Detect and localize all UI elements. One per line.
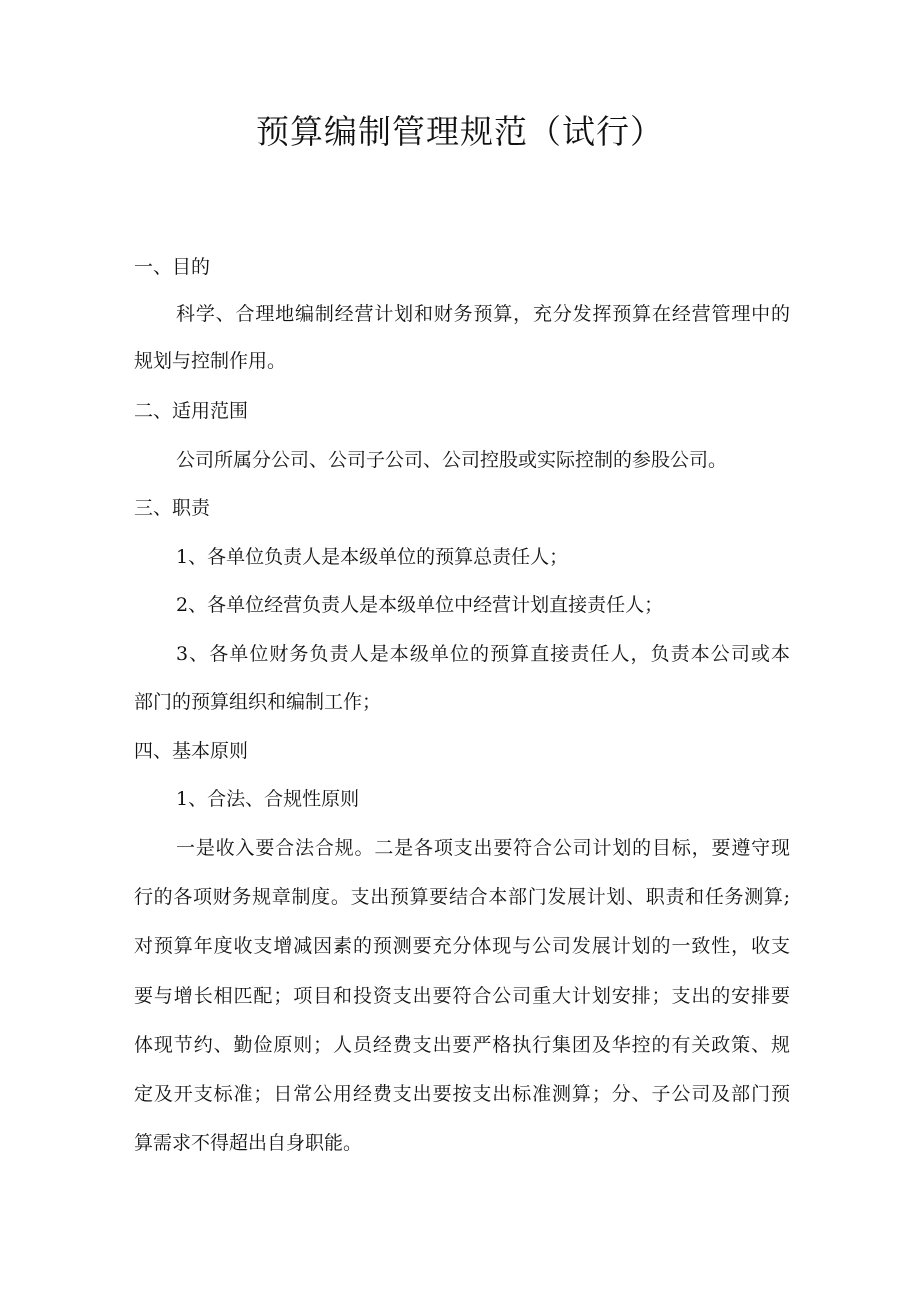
subheading: 1、合法、合规性原则 — [176, 788, 360, 810]
section-heading-purpose: 一、目的 — [134, 256, 211, 278]
paragraph-line: 部门的预算组织和编制工作； — [134, 691, 382, 713]
paragraph-line: 公司所属分公司、公司子公司、公司控股或实际控制的参股公司。 — [176, 449, 728, 471]
paragraph-line: 规划与控制作用。 — [134, 350, 287, 372]
paragraph-line: 一是收入要合法合规。二是各项支出要符合公司计划的目标，要遵守现 — [176, 837, 790, 859]
section-heading-responsibilities: 三、职责 — [134, 497, 211, 519]
paragraph-line: 体现节约、勤俭原则；人员经费支出要严格执行集团及华控的有关政策、规 — [134, 1034, 790, 1056]
document-title: 预算编制管理规范（试行） — [256, 112, 664, 151]
list-item: 1、各单位负责人是本级单位的预算总责任人； — [176, 546, 569, 568]
paragraph-line: 要与增长相匹配；项目和投资支出要符合公司重大计划安排；支出的安排要 — [134, 985, 790, 1007]
list-item: 3、各单位财务负责人是本级单位的预算直接责任人，负责本公司或本 — [176, 643, 790, 665]
section-heading-scope: 二、适用范围 — [134, 400, 249, 422]
paragraph-line: 行的各项财务规章制度。支出预算要结合本部门发展计划、职责和任务测算; — [134, 886, 790, 908]
paragraph-line: 算需求不得超出自身职能。 — [134, 1132, 363, 1154]
list-item: 2、各单位经营负责人是本级单位中经营计划直接责任人； — [176, 594, 664, 616]
paragraph-line: 对预算年度收支增减因素的预测要充分体现与公司发展计划的一致性，收支 — [134, 935, 790, 957]
section-heading-principles: 四、基本原则 — [134, 740, 249, 762]
paragraph-line: 科学、合理地编制经营计划和财务预算，充分发挥预算在经营管理中的 — [176, 303, 790, 325]
paragraph-line: 定及开支标准；日常公用经费支出要按支出标准测算；分、子公司及部门预 — [134, 1083, 790, 1105]
